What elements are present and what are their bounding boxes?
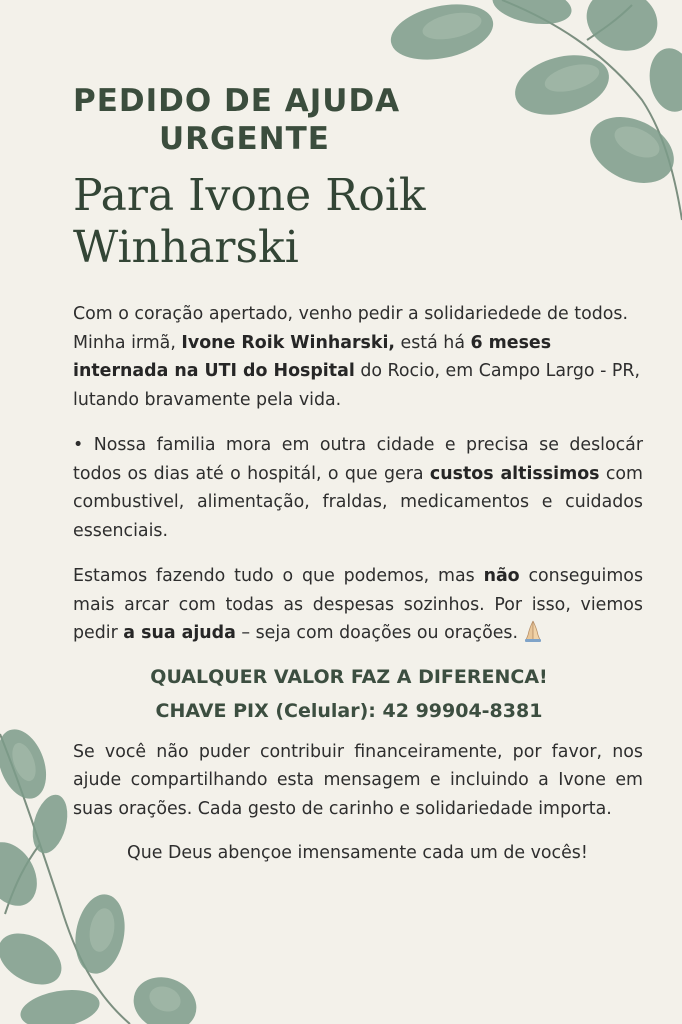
heading-line-2: URGENTE bbox=[159, 121, 330, 157]
intro-text-c: está há bbox=[395, 332, 471, 353]
callout-line-1: QUALQUER VALOR FAZ A DIFERENCA! bbox=[150, 665, 548, 688]
name-line-1: Para Ivone Roik bbox=[73, 170, 426, 221]
help-paragraph bbox=[73, 562, 643, 648]
blessing-line: Que Deus abençoe imensamente cada um de vocês! bbox=[127, 843, 588, 863]
help-bold-ajuda: a sua ajuda bbox=[123, 623, 236, 643]
name-line-2: Winharski bbox=[73, 222, 299, 273]
flyer-content bbox=[73, 82, 643, 867]
share-paragraph: Se você não puder contribuir financeiramente, por favor, nos ajude compartilhando esta mensagem e incluindo a Ivone em suas orações. Cada gesto de carinho e solidariedade importa. bbox=[73, 741, 643, 819]
pix-callout bbox=[73, 660, 643, 728]
intro-paragraph bbox=[73, 300, 643, 414]
patient-name bbox=[73, 170, 643, 274]
family-text-a: • Nossa familia mora em outra cidade e precisa se deslocár todos os dias até o hospitál, o que gera bbox=[73, 435, 643, 484]
urgent-heading bbox=[73, 82, 643, 158]
help-text-a: Estamos fazendo tudo o que podemos, mas bbox=[73, 566, 484, 586]
help-bold-nao: não bbox=[483, 566, 520, 586]
help-text-d: – seja com doações ou orações. bbox=[235, 623, 524, 643]
help-text-c: conseguimos mais arcar com todas as despesas sozinhos. Por isso, viemos pedir bbox=[73, 566, 644, 643]
family-bold-costs: custos altissimos bbox=[429, 463, 600, 484]
intro-bold-name: Ivone Roik Winharski, bbox=[181, 332, 396, 353]
family-paragraph bbox=[73, 431, 643, 545]
intro-text-a: Com o coração apertado, venho pedir a solidariedede de todos. Minha irmã, bbox=[73, 304, 628, 353]
pix-key-line: CHAVE PIX (Celular): 42 99904-8381 bbox=[155, 699, 543, 722]
heading-line-1: PEDIDO DE AJUDA bbox=[73, 83, 401, 119]
intro-bold-uti: 6 meses internada na UTI do Hospital bbox=[73, 332, 552, 381]
intro-text-d: do Rocio, em Campo Largo - PR, lutando bravamente pela vida. bbox=[73, 361, 640, 410]
family-text-c: com combustivel, alimentação, fraldas, medicamentos e cuidados essenciais. bbox=[73, 463, 643, 541]
praying-hands-icon bbox=[524, 620, 542, 642]
